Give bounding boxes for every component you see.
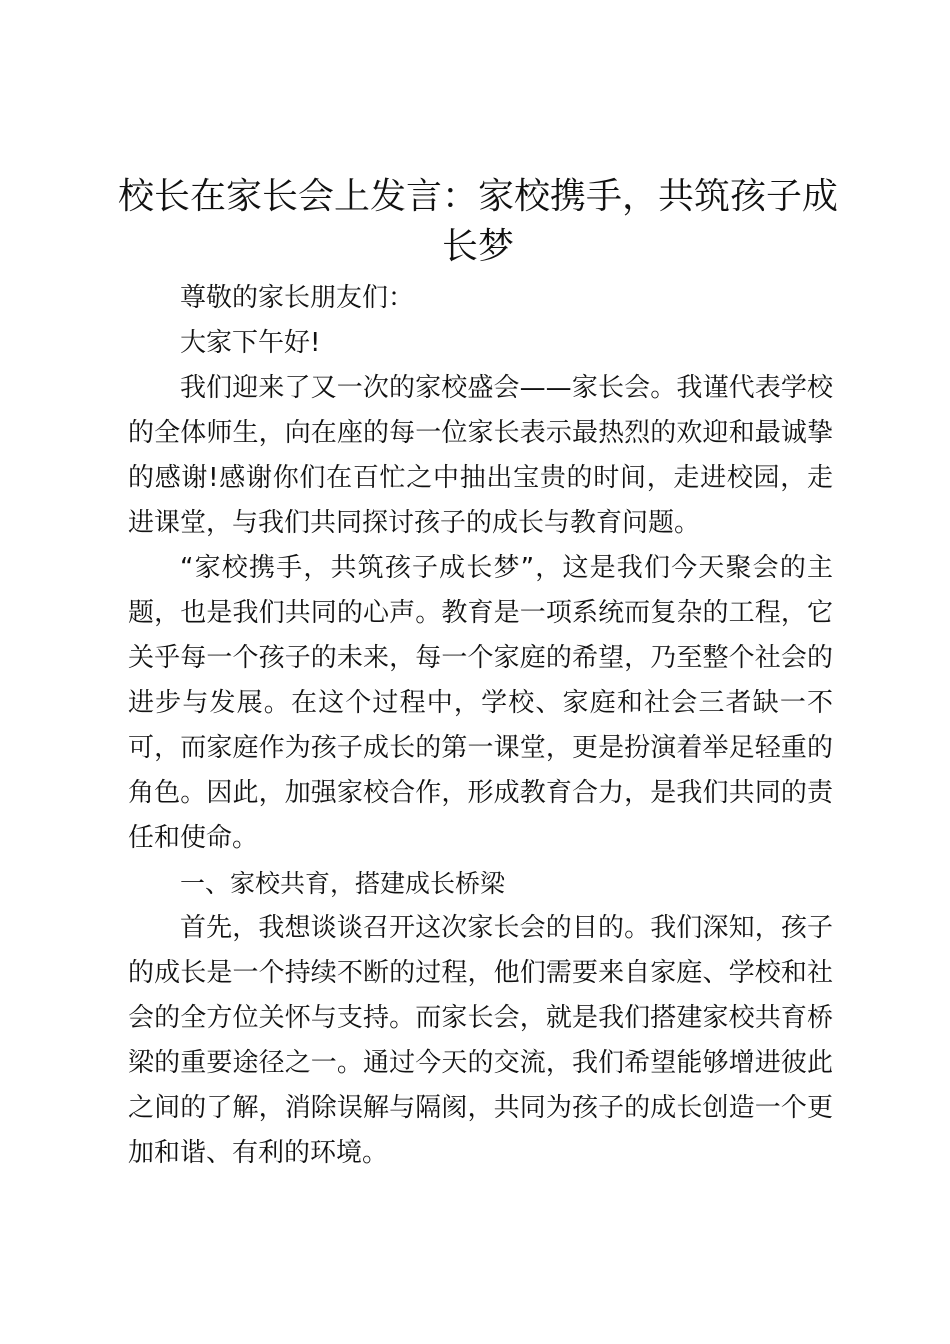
salutation-paragraph: 大家下午好! <box>180 328 321 358</box>
welcome-paragraph: 我们迎来了又一次的家校盛会——家长会。我谨代表学校的全体师生，向在座的每一位家长表示最热烈的欢迎和最诚挚的感谢!感谢你们在百忙之中抽出宝贵的时间，走进校园，走进课堂，与我们共同探讨孩子的成长与教育问题。 <box>128 373 833 538</box>
document-title: 校长在家长会上发言：家校携手，共筑孩子成长梦 <box>118 176 839 267</box>
section-heading: 一、家校共育，搭建成长桥梁 <box>180 869 506 898</box>
theme-paragraph: “家校携手，共筑孩子成长梦”，这是我们今天聚会的主题，也是我们共同的心声。教育是一项系统而复杂的工程，它关乎每一个孩子的未来，每一个家庭的希望，乃至整个社会的进步与发展。在这个过程中，学校、家庭和社会三者缺一不可，而家庭作为孩子成长的第一课堂，更是扮演着举足轻重的角色。因此，加强家校合作，形成教育合力，是我们共同的责任和使命。 <box>128 553 833 853</box>
document-body <box>128 276 833 1176</box>
greeting-paragraph: 尊敬的家长朋友们： <box>180 283 415 313</box>
purpose-paragraph: 首先，我想谈谈召开这次家长会的目的。我们深知，孩子的成长是一个持续不断的过程，他们需要来自家庭、学校和社会的全方位关怀与支持。而家长会，就是我们搭建家校共育桥梁的重要途径之一。通过今天的交流，我们希望能够增进彼此之间的了解，消除误解与隔阂，共同为孩子的成长创造一个更加和谐、有利的环境。 <box>128 913 833 1168</box>
